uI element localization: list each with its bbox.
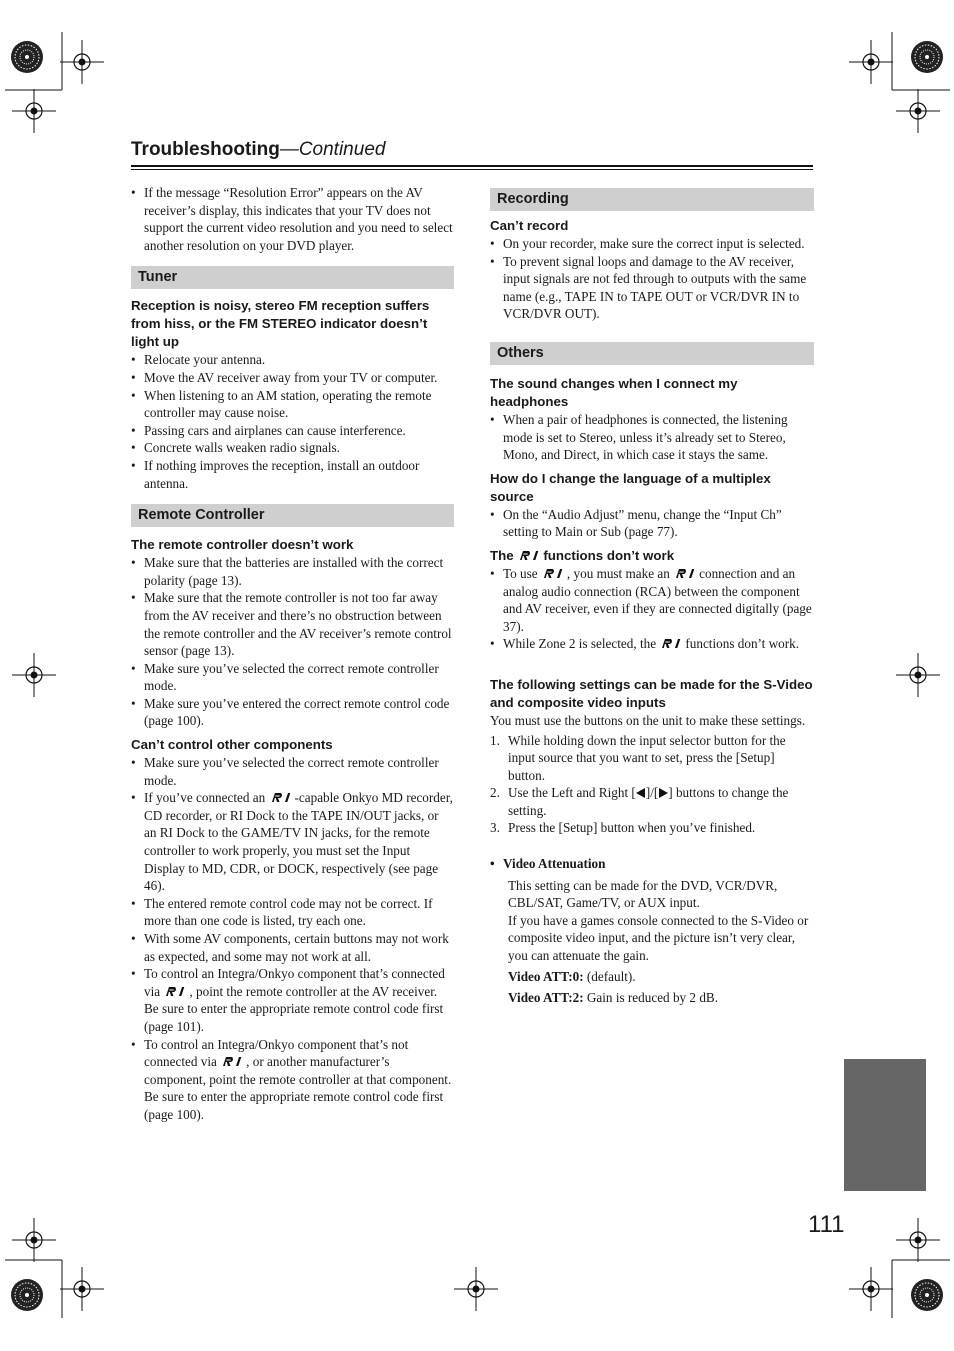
page-header [131, 139, 813, 161]
list-item [490, 784, 814, 819]
ri-logo-icon [519, 550, 541, 561]
text: Press the [Setup] button when you’ve finished. [508, 820, 756, 836]
text: The [490, 547, 514, 563]
list-item: • Make sure you’ve selected the correct remote controller mode. [131, 754, 454, 789]
question-heading [490, 547, 814, 565]
right-column [490, 188, 814, 1007]
list-item: • Make sure that the remote controller is not too far away from the AV receiver and there’s no obstruction between the remote controller and the AV receiver’s remote control sensor (page 13). [131, 589, 454, 659]
steps-list [490, 732, 814, 838]
section-remote-controller [131, 504, 454, 527]
text: To use [503, 565, 538, 581]
section-recording [490, 188, 814, 211]
ri-logo-icon [543, 568, 565, 579]
triangle-left-icon [636, 788, 646, 798]
att-label: Video ATT:0: [508, 968, 584, 984]
list-item: • Make sure you’ve selected the correct remote controller mode. [131, 660, 454, 695]
question-heading: Reception is noisy, stereo FM reception suffers from hiss, or the FM STEREO indicator doesn’t light up [131, 298, 430, 350]
question-heading: Can’t record [490, 218, 569, 233]
ri-logo-icon [661, 638, 683, 649]
header-title [131, 139, 813, 161]
headphones-list [490, 411, 814, 464]
section-others [490, 342, 814, 365]
attenuation-list [490, 855, 814, 873]
section-title: Others [497, 344, 544, 361]
text: To control an Integra/Onkyo component that’s not connected via [144, 1036, 409, 1070]
text: Use the Left and Right [ [508, 785, 636, 801]
question-heading: The following settings can be made for the S-Video and composite video inputs [490, 676, 813, 710]
list-item [131, 789, 454, 895]
ri-logo-icon [271, 792, 293, 803]
att2-line [508, 989, 814, 1007]
att-text: (default). [583, 968, 636, 984]
text: While Zone 2 is selected, the [503, 636, 657, 652]
ri-logo-icon [675, 568, 697, 579]
list-item: • With some AV components, certain buttons may not work as expected, and some may not work at all. [131, 930, 454, 965]
list-item: • On the “Audio Adjust” menu, change the “Input Ch” setting to Main or Sub (page 77). [490, 506, 814, 541]
paragraph: You must use the buttons on the unit to make these settings. [490, 712, 806, 728]
text: functions don’t work [543, 547, 675, 563]
list-item: • Relocate your antenna. [131, 351, 454, 369]
list-item: • Video Attenuation [490, 855, 814, 873]
attenuation-body [490, 877, 814, 1007]
text: ] buttons to change the setting. [508, 785, 789, 818]
list-item: • If the message “Resolution Error” appears on the AV receiver’s display, this indicates that your TV does not support the current video resolution and you need to select another resolution on your DVD player. [131, 184, 454, 254]
ri-logo-icon [165, 986, 187, 997]
question-heading: Can’t control other components [131, 737, 333, 753]
paragraph: If you have a games console connected to the S-Video or composite video input, and the picture isn’t very clear, you can attenuate the gain. [508, 912, 809, 964]
recording-list [490, 235, 814, 323]
text: While holding down the input selector button for the input source that you want to set, press the [Setup] button. [508, 732, 786, 783]
list-item [490, 635, 814, 653]
list-item: • To prevent signal loops and damage to the AV receiver, input signals are not fed through to outputs with the same name (e.g., TAPE IN to TAPE OUT or VCR/DVR IN to VCR/DVR OUT). [490, 253, 814, 323]
list-item [490, 565, 814, 635]
text: , or another manufacturer’s component, point the remote controller at that component. Be sure to enter the appropriate remote control code first (page 100). [144, 1054, 452, 1122]
text: functions don’t work. [685, 636, 800, 652]
ri-list [490, 565, 814, 653]
intro-list [131, 184, 454, 254]
text: ]/[ [645, 785, 659, 801]
header-rule [131, 165, 813, 167]
header-rule-thin [131, 169, 813, 170]
section-tab [844, 1059, 926, 1191]
header-title-text: Troubleshooting [131, 139, 280, 160]
text: , point the remote controller at the AV receiver. Be sure to enter the appropriate remote control code first (page 101). [144, 983, 444, 1034]
att-text: Gain is reduced by 2 dB. [583, 990, 719, 1006]
triangle-right-icon [658, 788, 668, 798]
header-continued: —Continued [279, 139, 386, 160]
page-number: 111 [808, 1211, 845, 1238]
step-number: 2. [490, 785, 500, 801]
list-item: • When listening to an AM station, operating the remote controller may cause noise. [131, 387, 454, 422]
text: , you must make an [566, 565, 670, 581]
question-heading: The remote controller doesn’t work [131, 537, 354, 553]
list-item [131, 965, 454, 1035]
list-item: • If nothing improves the reception, install an outdoor antenna. [131, 457, 454, 492]
paragraph: This setting can be made for the DVD, VCR/DVR, CBL/SAT, Game/TV, or AUX input. [508, 877, 778, 911]
text: To control an Integra/Onkyo component that’s connected via [144, 966, 445, 999]
list-item [131, 1036, 454, 1124]
ri-logo-icon [222, 1056, 244, 1067]
components-list [131, 754, 454, 1123]
text: -capable Onkyo MD recorder, CD recorder, or RI Dock to the TAPE IN/OUT jacks, or an RI Dock to the GAME/TV IN jacks, for the remote controller to work properly, you must set the Input Display to MD, CDR, or DOCK, respectively (see page 46). [144, 790, 453, 894]
list-item: • Concrete walls weaken radio signals. [131, 439, 454, 457]
att0-line [508, 968, 814, 986]
list-item: • Make sure that the batteries are installed with the correct polarity (page 13). [131, 554, 454, 589]
question-heading: The sound changes when I connect my headphones [490, 375, 738, 409]
list-item: • Passing cars and airplanes can cause interference. [131, 422, 454, 440]
question-heading: How do I change the language of a multiplex source [490, 470, 771, 504]
tuner-list [131, 351, 454, 492]
section-title: Tuner [138, 269, 178, 286]
multiplex-list [490, 506, 814, 541]
step-number: 3. [490, 820, 500, 836]
left-column [131, 184, 454, 1124]
section-tuner [131, 266, 454, 289]
remote-list [131, 554, 454, 730]
list-item: • The entered remote control code may not be correct. If more than one code is listed, try each one. [131, 895, 454, 930]
text: If you’ve connected an [144, 790, 266, 806]
att-label: Video ATT:2: [508, 990, 584, 1006]
list-item: • On your recorder, make sure the correct input is selected. [490, 235, 814, 253]
text: connection and an analog audio connection (RCA) between the component and AV receiver, even if they are connected digitally (page 37). [503, 565, 812, 634]
list-item: • Move the AV receiver away from your TV or computer. [131, 369, 454, 387]
list-item [490, 819, 814, 837]
section-title: Recording [497, 191, 569, 207]
step-number: 1. [490, 732, 500, 748]
section-title: Remote Controller [138, 507, 265, 524]
list-item: • Make sure you’ve entered the correct remote control code (page 100). [131, 695, 454, 730]
list-item [490, 732, 814, 785]
list-item: • When a pair of headphones is connected, the listening mode is set to Stereo, unless it’s already set to Stereo, Mono, and Direct, in which case it stays the same. [490, 411, 814, 464]
